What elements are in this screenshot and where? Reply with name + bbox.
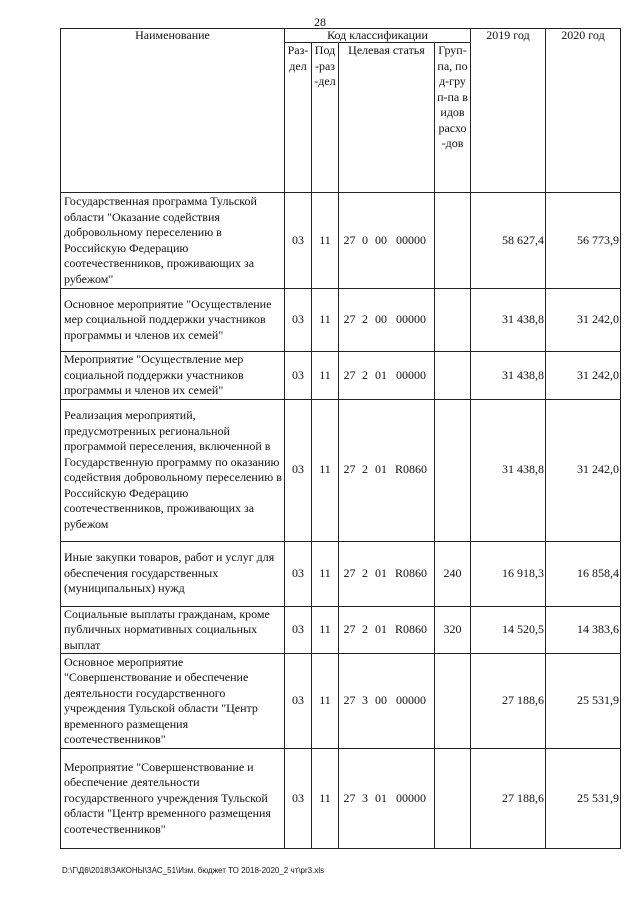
row-amount-2020: 31 242,0: [546, 399, 621, 541]
row-expense-group: [435, 352, 471, 400]
row-subsection: 11: [312, 541, 339, 606]
row-expense-group: [435, 749, 471, 849]
row-amount-2020: 31 242,0: [546, 352, 621, 400]
target-event: 00: [375, 232, 387, 247]
row-subsection: 11: [312, 399, 339, 541]
row-name: Мероприятие "Совершенствование и обеспечение деятельности государственного учреждения Тульской области "Центр временного размещения соотечественников": [61, 749, 285, 849]
header-name: Наименование: [61, 29, 285, 193]
target-subprogram: 2: [362, 462, 368, 477]
target-event: 00: [375, 312, 387, 327]
row-target-article: [339, 289, 435, 352]
row-amount-2019: 16 918,3: [471, 541, 546, 606]
row-amount-2020: 31 242,0: [546, 289, 621, 352]
row-expense-group: [435, 399, 471, 541]
table-row: [61, 749, 621, 849]
target-direction: R0860: [394, 622, 427, 636]
target-program: 27: [343, 622, 356, 636]
header-target-article: Целевая статья: [339, 43, 435, 193]
row-subsection: 11: [312, 193, 339, 289]
target-direction: R0860: [394, 565, 427, 580]
row-amount-2019: 14 520,5: [471, 606, 546, 654]
target-subprogram: 3: [362, 693, 368, 708]
target-program: 27: [343, 693, 356, 708]
target-program: 27: [343, 367, 356, 382]
page-number: 28: [314, 15, 326, 29]
target-direction: 00000: [396, 312, 426, 327]
target-program: 27: [343, 462, 356, 477]
row-section: 03: [285, 654, 312, 749]
target-event: 01: [375, 622, 387, 636]
row-amount-2019: 58 627,4: [471, 193, 546, 289]
row-subsection: 11: [312, 606, 339, 654]
row-subsection: 11: [312, 654, 339, 749]
budget-table: [60, 28, 621, 849]
row-amount-2020: 14 383,6: [546, 606, 621, 654]
row-name: Государственная программа Тульской области "Оказание содействия добровольному переселению в Российскую Федерацию соотечественников, проживающих за рубежом": [61, 193, 285, 289]
table-row: [61, 193, 621, 289]
header-code-group: Код классификации: [285, 29, 471, 43]
row-subsection: 11: [312, 289, 339, 352]
row-amount-2019: 27 188,6: [471, 654, 546, 749]
table-row: [61, 541, 621, 606]
row-name: Реализация мероприятий, предусмотренных региональной программой переселения, включенной в Государственную программу по оказанию содействия добровольному переселению в Российскую Федерацию соотечественников, проживающих за рубежом: [61, 399, 285, 541]
row-expense-group: [435, 193, 471, 289]
row-amount-2019: 31 438,8: [471, 399, 546, 541]
row-section: 03: [285, 606, 312, 654]
row-name: Основное мероприятие "Осуществление мер социальной поддержки участников программы и членов их семей": [61, 289, 285, 352]
table-row: [61, 352, 621, 400]
header-year-2019: 2019 год: [471, 29, 546, 193]
row-name: Иные закупки товаров, работ и услуг для обеспечения государственных (муниципальных) нужд: [61, 541, 285, 606]
header-year-2020: 2020 год: [546, 29, 621, 193]
table-row: [61, 606, 621, 654]
row-target-article: [339, 193, 435, 289]
row-expense-group: [435, 289, 471, 352]
target-program: 27: [343, 232, 356, 247]
target-subprogram: 2: [362, 622, 368, 636]
target-direction: 00000: [396, 232, 426, 247]
target-direction: 00000: [396, 367, 426, 382]
row-name: Мероприятие "Осуществление мер социальной поддержки участников программы и членов их семей": [61, 352, 285, 400]
row-subsection: 11: [312, 749, 339, 849]
row-section: 03: [285, 399, 312, 541]
row-expense-group: 320: [435, 606, 471, 654]
target-program: 27: [343, 312, 356, 327]
table-row: [61, 399, 621, 541]
row-target-article: [339, 654, 435, 749]
row-expense-group: 240: [435, 541, 471, 606]
row-section: 03: [285, 541, 312, 606]
target-program: 27: [343, 565, 356, 580]
target-direction: 00000: [396, 790, 426, 805]
row-target-article: [339, 749, 435, 849]
target-event: 01: [375, 565, 387, 580]
row-amount-2019: 31 438,8: [471, 289, 546, 352]
target-subprogram: 3: [362, 790, 368, 805]
footer-file-path: D:\Г\Д6\2018\ЗАКОНЫ\ЗАС_51\Изм. бюджет ТО 2018-2020_2 чт\pr3.xls: [62, 866, 325, 875]
row-target-article: [339, 606, 435, 654]
row-name: Социальные выплаты гражданам, кроме публичных нормативных социальных выплат: [61, 606, 285, 654]
table-row: [61, 654, 621, 749]
target-subprogram: 2: [362, 367, 368, 382]
target-subprogram: 2: [362, 565, 368, 580]
row-subsection: 11: [312, 352, 339, 400]
row-section: 03: [285, 193, 312, 289]
row-section: 03: [285, 352, 312, 400]
target-subprogram: 2: [362, 312, 368, 327]
row-amount-2019: 31 438,8: [471, 352, 546, 400]
row-amount-2020: 16 858,4: [546, 541, 621, 606]
target-event: 01: [375, 790, 387, 805]
row-section: 03: [285, 749, 312, 849]
target-event: 01: [375, 462, 387, 477]
row-amount-2019: 27 188,6: [471, 749, 546, 849]
row-target-article: [339, 352, 435, 400]
target-direction: R0860: [394, 462, 427, 477]
target-program: 27: [343, 790, 356, 805]
row-amount-2020: 56 773,9: [546, 193, 621, 289]
row-target-article: [339, 541, 435, 606]
row-expense-group: [435, 654, 471, 749]
header-expense-group: Груп-па, под-груп-па видов расхо-дов: [435, 43, 471, 193]
target-event: 00: [375, 693, 387, 708]
header-section: Раз-дел: [285, 43, 312, 193]
table-row: [61, 289, 621, 352]
target-event: 01: [375, 367, 387, 382]
target-subprogram: 0: [362, 232, 368, 247]
row-target-article: [339, 399, 435, 541]
row-amount-2020: 25 531,9: [546, 654, 621, 749]
row-name: Основное мероприятие "Совершенствование и обеспечение деятельности государственного учреждения Тульской области "Центр временного размещения соотечественников": [61, 654, 285, 749]
row-section: 03: [285, 289, 312, 352]
header-subsection: Под-раз-дел: [312, 43, 339, 193]
row-amount-2020: 25 531,9: [546, 749, 621, 849]
target-direction: 00000: [396, 693, 426, 708]
